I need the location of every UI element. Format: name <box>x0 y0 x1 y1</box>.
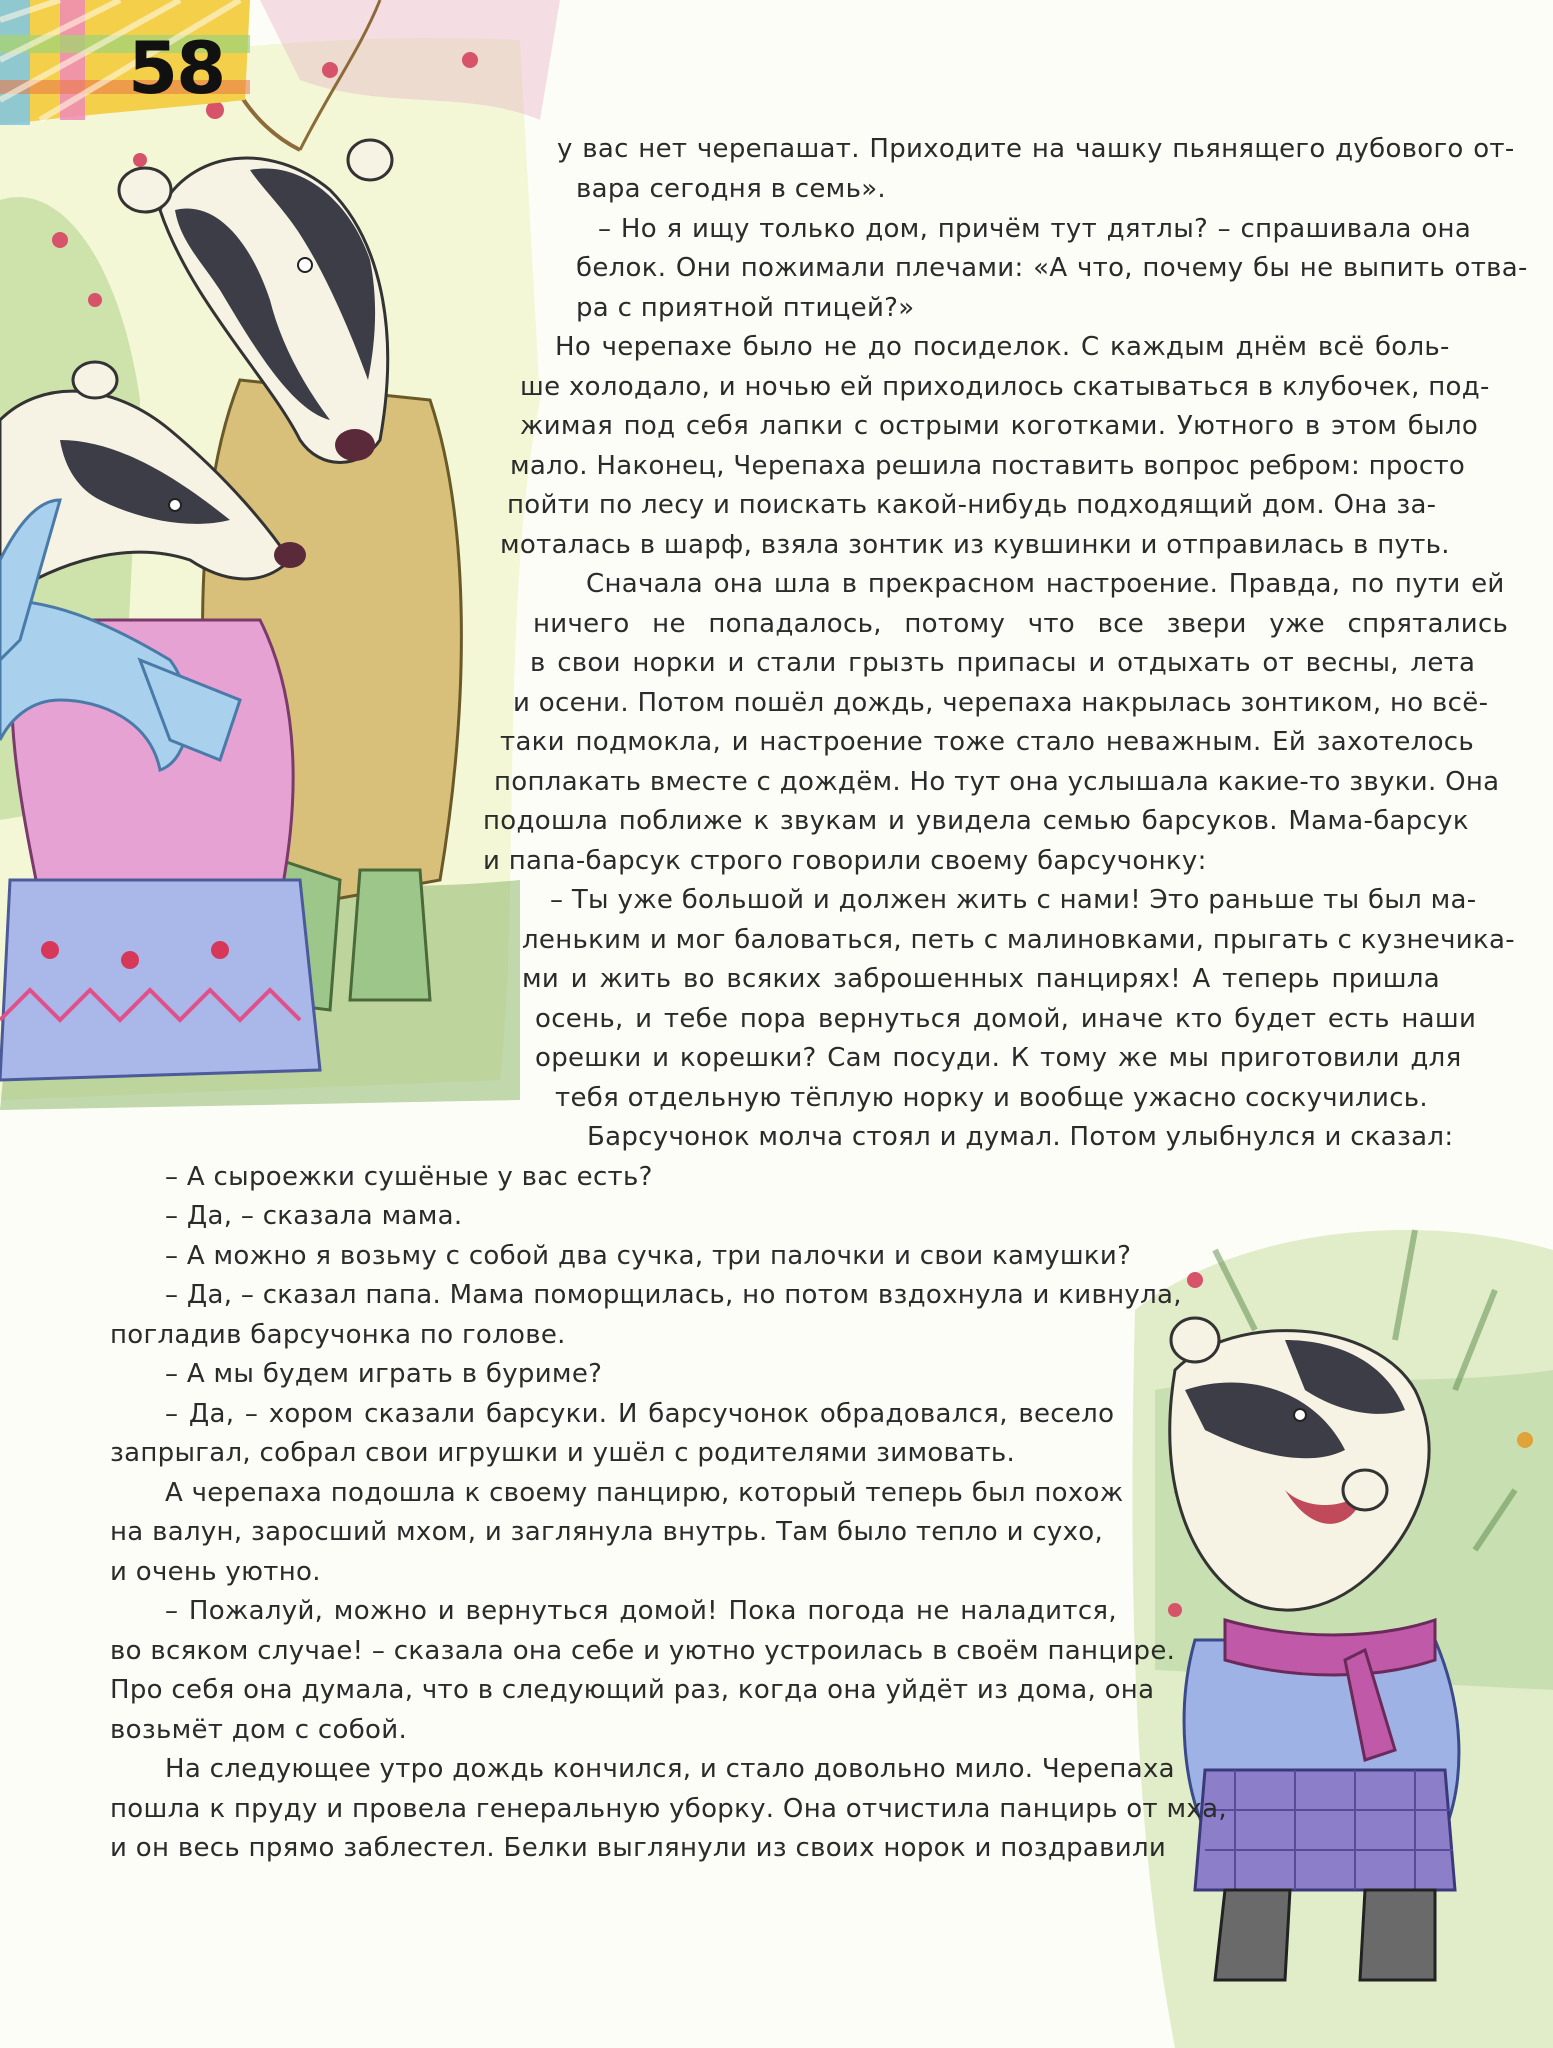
text-line: и осени. Потом пошёл дождь, черепаха накрылась зонтиком, но всё- <box>513 688 1489 718</box>
text-line: – Ты уже большой и должен жить с нами! Это раньше ты был ма- <box>550 885 1477 915</box>
text-line: и очень уютно. <box>110 1557 321 1587</box>
text-line: вара сегодня в семь». <box>576 174 886 204</box>
text-line: таки подмокла, и настроение тоже стало неважным. Ей захотелось <box>500 727 1475 757</box>
text-line: – А сыроежки сушёные у вас есть? <box>165 1162 653 1192</box>
text-line: Сначала она шла в прекрасном настроение. Правда, по пути ей <box>586 569 1505 599</box>
text-line: ничего не попадалось, потому что все звери уже спрятались <box>533 609 1509 639</box>
text-line: белок. Они пожимали плечами: «А что, почему бы не выпить отва- <box>576 253 1528 283</box>
text-line: пойти по лесу и поискать какой-нибудь подходящий дом. Она за- <box>507 490 1437 520</box>
text-line: осень, и тебе пора вернуться домой, иначе кто будет есть наши <box>535 1004 1477 1034</box>
text-line: моталась в шарф, взяла зонтик из кувшинки и отправилась в путь. <box>500 530 1450 560</box>
text-line: во всяком случае! – сказала она себе и уютно устроилась в своём панцире. <box>110 1636 1176 1666</box>
text-line: – А мы будем играть в буриме? <box>165 1359 603 1389</box>
text-line: – Но я ищу только дом, причём тут дятлы? – спрашивала она <box>598 214 1472 244</box>
text-line: погладив барсучонка по голове. <box>110 1320 566 1350</box>
text-line: – А можно я возьму с собой два сучка, три палочки и свои камушки? <box>165 1241 1132 1271</box>
text-line: – Да, – сказал папа. Мама поморщилась, но потом вздохнула и кивнула, <box>165 1280 1182 1310</box>
text-line: тебя отдельную тёплую норку и вообще ужасно соскучились. <box>555 1083 1428 1113</box>
text-line: леньким и мог баловаться, петь с малиновками, прыгать с кузнечика- <box>522 925 1515 955</box>
page-number: 58 <box>128 26 225 110</box>
text-line: пошла к пруду и провела генеральную уборку. Она отчистила панцирь от мха, <box>110 1794 1227 1824</box>
text-line: На следующее утро дождь кончился, и стало довольно мило. Черепаха <box>165 1754 1175 1784</box>
text-line: и он весь прямо заблестел. Белки выглянули из своих норок и поздравили <box>110 1833 1167 1863</box>
text-line: мало. Наконец, Черепаха решила поставить вопрос ребром: просто <box>510 451 1466 481</box>
text-line: Но черепахе было не до посиделок. С каждым днём всё боль- <box>555 332 1450 362</box>
text-line: запрыгал, собрал свои игрушки и ушёл с родителями зимовать. <box>110 1438 1016 1468</box>
text-line: – Да, – сказала мама. <box>165 1201 463 1231</box>
text-line: – Да, – хором сказали барсуки. И барсучонок обрадовался, весело <box>165 1399 1115 1429</box>
text-line: ми и жить во всяких заброшенных панцирях! А теперь пришла <box>522 964 1441 994</box>
text-line: возьмёт дом с собой. <box>110 1715 408 1745</box>
text-line: Барсучонок молча стоял и думал. Потом улыбнулся и сказал: <box>587 1122 1454 1152</box>
text-line: в свои норки и стали грызть припасы и отдыхать от весны, лета <box>530 648 1476 678</box>
text-line: орешки и корешки? Сам посуди. К тому же мы приготовили для <box>535 1043 1462 1073</box>
text-line: А черепаха подошла к своему панцирю, который теперь был похож <box>165 1478 1124 1508</box>
text-line: подошла поближе к звукам и увидела семью барсуков. Мама-барсук <box>483 806 1469 836</box>
text-line: на валун, заросший мхом, и заглянула внутрь. Там было тепло и сухо, <box>110 1517 1104 1547</box>
text-line: и папа-барсук строго говорили своему барсучонку: <box>483 846 1207 876</box>
text-line: ше холодало, и ночью ей приходилось скатываться в клубочек, под- <box>520 372 1490 402</box>
text-line: ра с приятной птицей?» <box>576 293 915 323</box>
text-line: Про себя она думала, что в следующий раз, когда она уйдёт из дома, она <box>110 1675 1155 1705</box>
text-line: – Пожалуй, можно и вернуться домой! Пока погода не наладится, <box>165 1596 1117 1626</box>
text-line: у вас нет черепашат. Приходите на чашку пьянящего дубового от- <box>557 134 1515 164</box>
text-line: жимая под себя лапки с острыми коготками. Уютного в этом было <box>520 411 1479 441</box>
text-line: поплакать вместе с дождём. Но тут она услышала какие-то звуки. Она <box>494 767 1500 797</box>
